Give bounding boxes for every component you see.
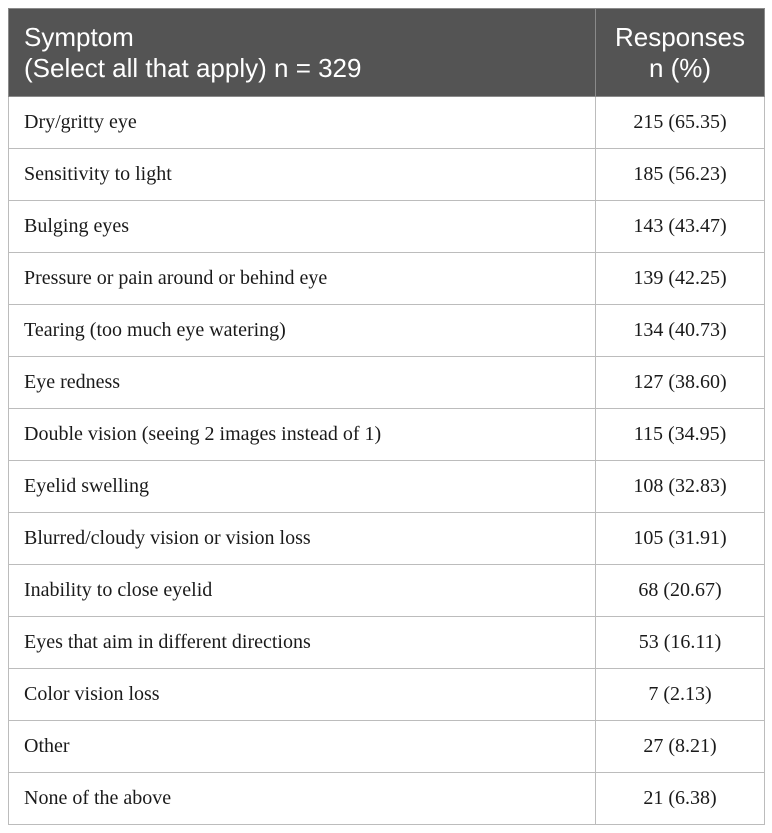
header-symptom (9, 9, 596, 97)
symptom-cell: Blurred/cloudy vision or vision loss (9, 513, 596, 565)
symptom-cell: Other (9, 721, 596, 773)
symptom-cell: None of the above (9, 773, 596, 825)
symptom-table-container (8, 8, 764, 825)
symptom-cell: Bulging eyes (9, 201, 596, 253)
symptom-cell: Tearing (too much eye watering) (9, 305, 596, 357)
symptom-cell: Eye redness (9, 357, 596, 409)
symptom-cell: Sensitivity to light (9, 149, 596, 201)
table-row (9, 461, 765, 513)
response-cell: 108 (32.83) (596, 461, 765, 513)
response-cell: 215 (65.35) (596, 97, 765, 149)
header-responses (596, 9, 765, 97)
response-cell: 7 (2.13) (596, 669, 765, 721)
response-cell: 53 (16.11) (596, 617, 765, 669)
response-cell: 68 (20.67) (596, 565, 765, 617)
table-body (9, 97, 765, 825)
response-cell: 105 (31.91) (596, 513, 765, 565)
table-row (9, 513, 765, 565)
table-row (9, 305, 765, 357)
header-row (9, 9, 765, 97)
symptom-cell: Pressure or pain around or behind eye (9, 253, 596, 305)
response-cell: 185 (56.23) (596, 149, 765, 201)
response-cell: 134 (40.73) (596, 305, 765, 357)
response-cell: 143 (43.47) (596, 201, 765, 253)
response-cell: 139 (42.25) (596, 253, 765, 305)
response-cell: 27 (8.21) (596, 721, 765, 773)
table-row (9, 357, 765, 409)
symptom-cell: Eyes that aim in different directions (9, 617, 596, 669)
header-responses-unit: n (%) (648, 52, 712, 83)
response-cell: 115 (34.95) (596, 409, 765, 461)
symptom-cell: Double vision (seeing 2 images instead of 1) (9, 409, 596, 461)
table-row (9, 617, 765, 669)
header-symptom-subtitle: (Select all that apply) n = 329 (24, 52, 362, 83)
symptom-table (8, 8, 765, 825)
table-row (9, 149, 765, 201)
header-responses-title: Responses (614, 21, 746, 52)
response-cell: 127 (38.60) (596, 357, 765, 409)
symptom-cell: Inability to close eyelid (9, 565, 596, 617)
header-symptom-title: Symptom (24, 21, 134, 52)
table-row (9, 669, 765, 721)
table-row (9, 409, 765, 461)
table-header (9, 9, 765, 97)
table-row (9, 201, 765, 253)
table-row (9, 97, 765, 149)
symptom-cell: Eyelid swelling (9, 461, 596, 513)
table-row (9, 253, 765, 305)
symptom-cell: Color vision loss (9, 669, 596, 721)
symptom-cell: Dry/gritty eye (9, 97, 596, 149)
table-row (9, 565, 765, 617)
table-row (9, 721, 765, 773)
response-cell: 21 (6.38) (596, 773, 765, 825)
table-row (9, 773, 765, 825)
